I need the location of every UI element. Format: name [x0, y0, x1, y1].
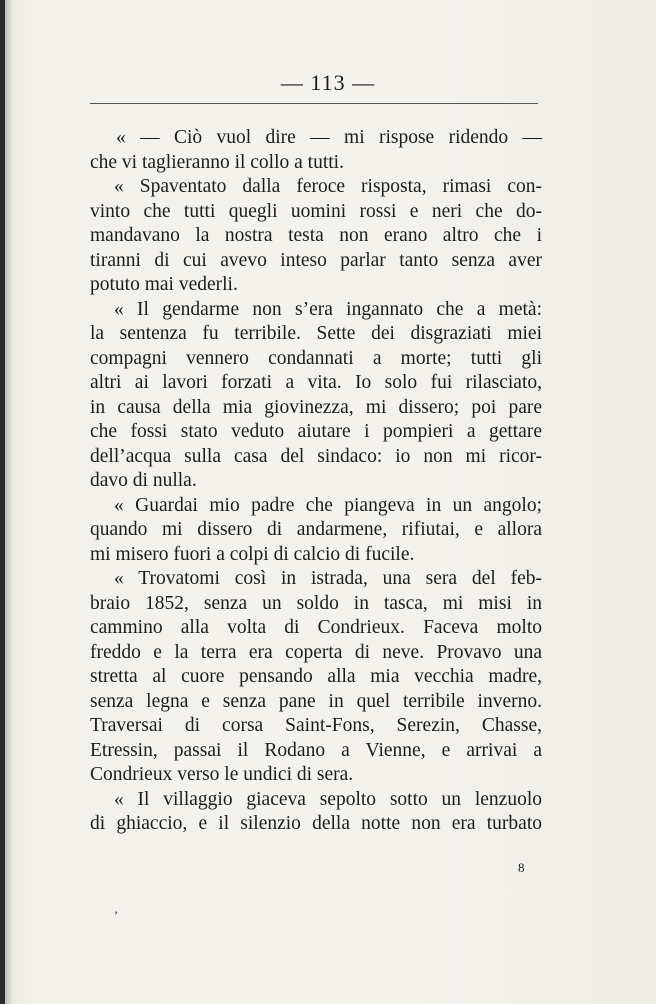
- text-line: vinto che tutti quegli uomini rossi e neri che do-: [90, 200, 542, 222]
- text-line: mandavano la nostra testa non erano altro che i: [90, 225, 542, 246]
- signature-mark: 8: [518, 860, 525, 875]
- text-line: Etressin, passai il Rodano a Vienne, e arrivai a: [90, 739, 542, 761]
- text-line: Condrieux verso le undici di sera.: [90, 764, 354, 785]
- text-line: in causa della mia giovinezza, mi dissero; poi pare: [90, 396, 542, 418]
- stray-mark: ’: [114, 908, 118, 922]
- text-line: « Il gendarme non s’era ingannato che a metà:: [114, 298, 542, 320]
- spine-shadow: [5, 0, 13, 1004]
- text-line: la sentenza fu terribile. Sette dei disgraziati miei: [90, 323, 542, 344]
- text-line: mi misero fuori a colpi di calcio di fucile.: [90, 543, 415, 565]
- text-line: altri ai lavori forzati a vita. Io solo fui rilasciato,: [90, 372, 542, 393]
- text-line: che vi taglieranno il collo a tutti.: [90, 151, 344, 173]
- text-line: di ghiaccio, e il silenzio della notte non era turbato: [90, 813, 542, 834]
- text-line: compagni vennero condannati a morte; tutti gli: [90, 347, 542, 369]
- header-rule: [90, 103, 538, 104]
- page-number: — 113 —: [280, 70, 376, 95]
- text-line: quando mi dissero di andarmene, rifiutai, e allora: [90, 519, 542, 540]
- text-line: « Il villaggio giaceva sepolto sotto un lenzuolo: [114, 788, 542, 810]
- text-line: Traversai di corsa Saint-Fons, Serezin, Chasse,: [90, 715, 542, 736]
- text-line: potuto mai vederli.: [90, 274, 238, 295]
- text-line: dell’acqua sulla casa del sindaco: io non mi ricor-: [90, 445, 542, 467]
- text-line: « Guardai mio padre che piangeva in un angolo;: [114, 494, 542, 516]
- text-line: « Trovatomi così in istrada, una sera del feb-: [114, 568, 542, 589]
- text-line: che fossi stato veduto aiutare i pompieri a gettare: [90, 421, 542, 442]
- body-text: [90, 126, 542, 837]
- text-line: « — Ciò vuol dire — mi risposе ridendo —: [116, 127, 542, 148]
- text-line: freddo e la terra era coperta di neve. Provavo una: [90, 641, 542, 663]
- text-line: stretta al cuore pensando alla mia vecchia madre,: [90, 666, 542, 687]
- text-line: davo di nulla.: [90, 470, 197, 491]
- text-line: cammino alla volta di Condrieux. Faceva molto: [90, 617, 542, 638]
- text-line: senza legna e senza pane in quel terribile inverno.: [90, 690, 542, 712]
- text-line: « Spaventato dalla feroce risposta, rimasi con-: [114, 176, 542, 197]
- text-line: tiranni di cui avevo inteso parlar tanto senza aver: [90, 249, 542, 271]
- text-line: braio 1852, senza un soldo in tasca, mi misi in: [90, 592, 542, 614]
